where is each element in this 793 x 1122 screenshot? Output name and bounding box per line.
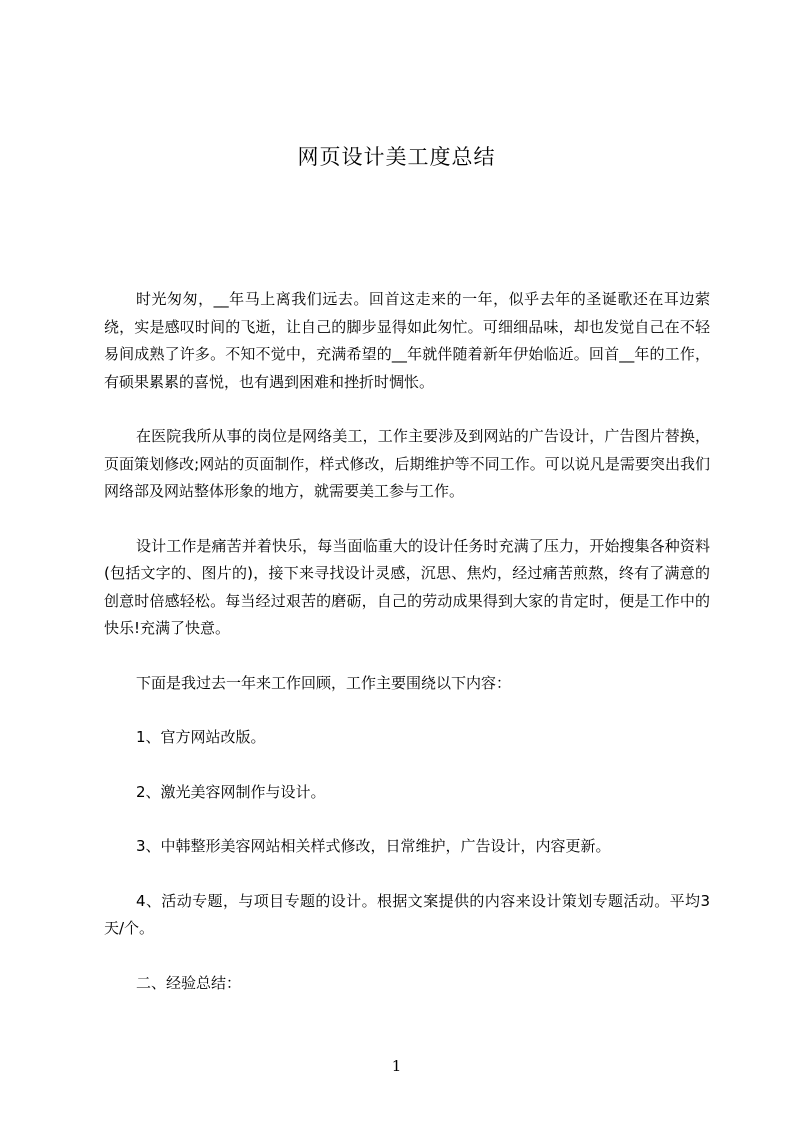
list-item-2: 2、激光美容网制作与设计。 <box>136 782 326 801</box>
page-number: 1 <box>391 1057 402 1075</box>
list-item-4: 4、活动专题，与项目专题的设计。根据文案提供的内容来设计策划专题活动。平均3天/个。 <box>104 891 710 937</box>
document-title: 网页设计美工度总结 <box>297 145 496 169</box>
document-body <box>104 286 710 1024</box>
paragraph-intro: 时光匆匆，__年马上离我们远去。回首这走来的一年，似乎去年的圣诞歌还在耳边萦绕，实是感叹时间的飞逝，让自己的脚步显得如此匆忙。可细细品味，却也发觉自己在不轻易间成熟了许多。不知不觉中，充满希望的__年就伴随着新年伊始临近。回首__年的工作，有硕果累累的喜悦，也有遇到困难和挫折时惆怅。 <box>104 290 710 391</box>
paragraph-role: 在医院我所从事的岗位是网络美工，工作主要涉及到网站的广告设计，广告图片替换，页面策划修改;网站的页面制作，样式修改，后期维护等不同工作。可以说凡是需要突出我们网络部及网站整体形象的地方，就需要美工参与工作。 <box>104 427 710 500</box>
section-heading-experience: 二、经验总结： <box>136 973 242 992</box>
list-item-1: 1、官方网站改版。 <box>136 728 266 746</box>
paragraph-review-intro: 下面是我过去一年来工作回顾，工作主要围绕以下内容： <box>136 673 512 692</box>
list-item-3: 3、中韩整形美容网站相关样式修改，日常维护，广告设计，内容更新。 <box>136 837 611 855</box>
paragraph-design-work: 设计工作是痛苦并着快乐，每当面临重大的设计任务时充满了压力，开始搜集各种资料(包括文字的、图片的)，接下来寻找设计灵感，沉思、焦灼，经过痛苦煎熬，终有了满意的创意时倍感轻松。每当经过艰苦的磨砺，自己的劳动成果得到大家的肯定时，便是工作中的快乐!充满了快意。 <box>104 536 710 637</box>
